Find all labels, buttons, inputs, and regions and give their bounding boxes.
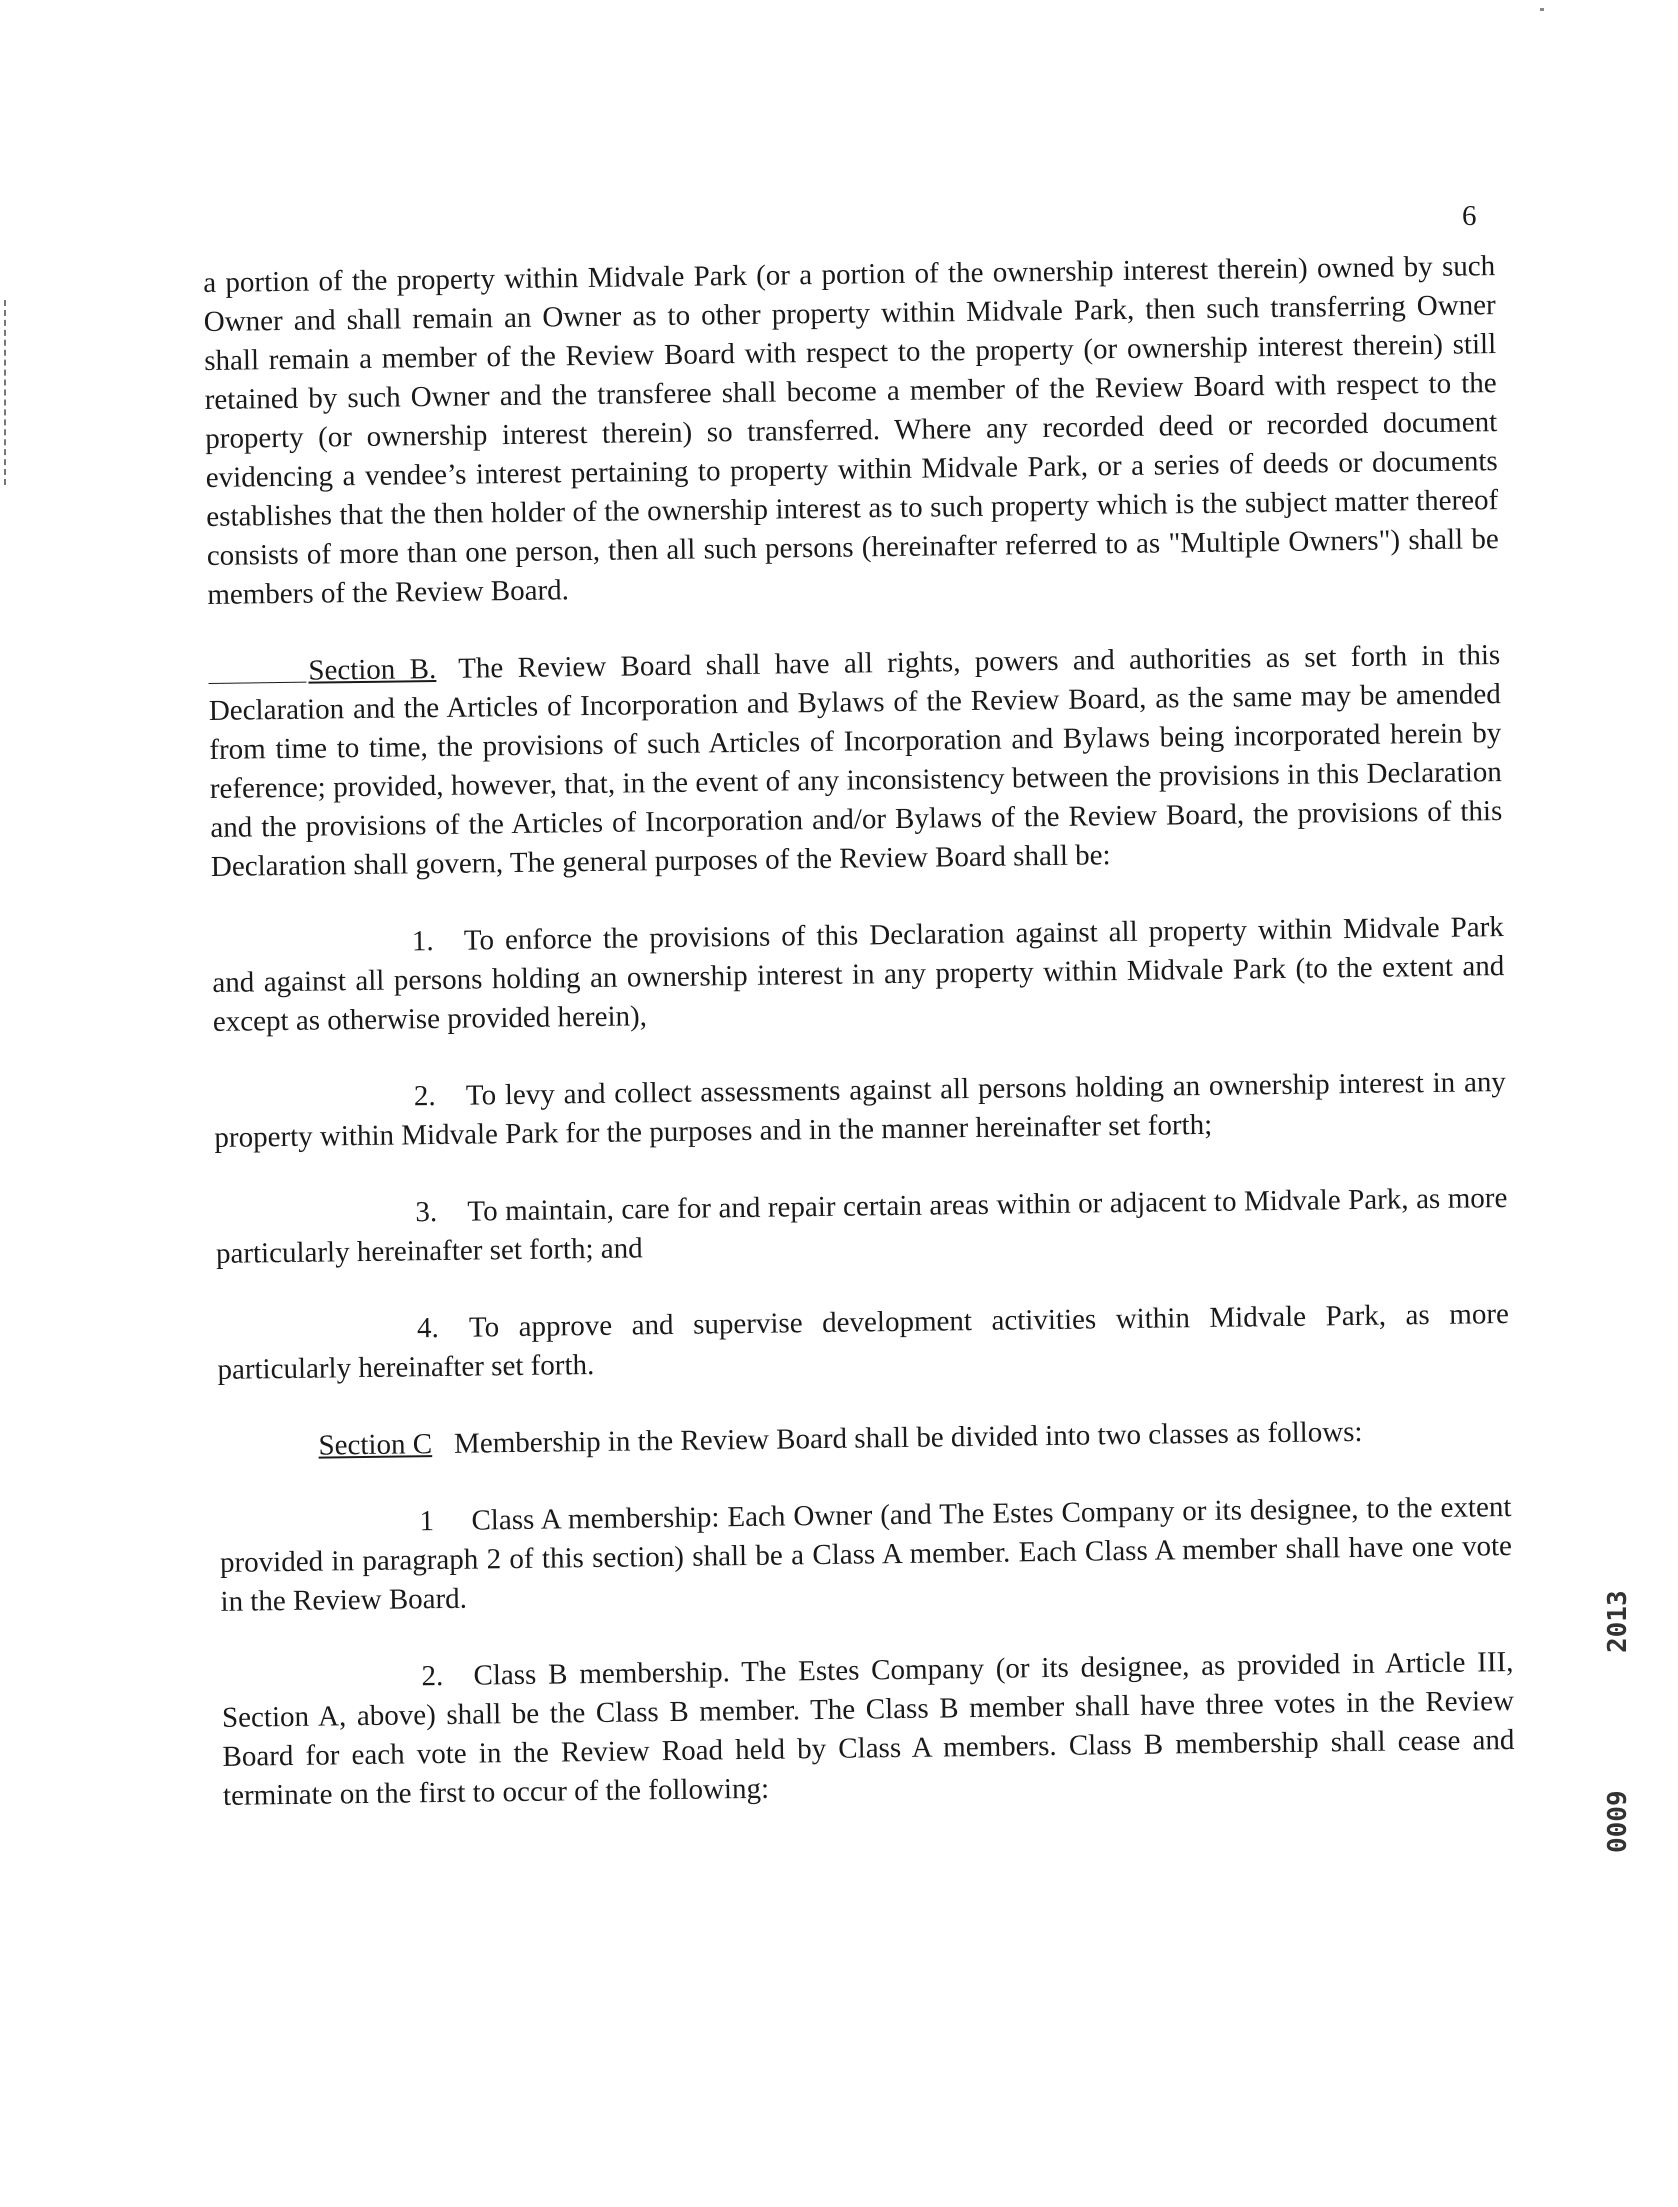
list-item-text: To levy and collect assessments against all persons holding an ownership interest in any property within Midvale Park for the purposes and in the manner hereinafter set forth; — [214, 1066, 1507, 1154]
paragraph-text: a portion of the property within Midvale Park (or a portion of the ownership interest therein) owned by such Owner and shall remain an Owner as to other property within Midvale Park, then such transferring Owner shall remain a member of the Review Board with respect to the property (or ownership interest therein) still retained by such Owner and the transferee shall become a member of the Review Board with respect to the property (or ownership interest therein) so transferred. Where any recorded deed or recorded document evidencing a vendee’s interest pertaining to property within Midvale Park, or a series of deeds or documents establishes that the then holder of the ownership interest as to such property which is the subject matter thereof consists of more than one person, then all such persons (hereinafter referred to as "Multiple Owners") shall be members of the Review Board. — [203, 250, 1499, 611]
list-item-number: 3. — [415, 1196, 438, 1229]
list-item-text: To maintain, care for and repair certain areas within or adjacent to Midvale Park, as more particularly hereinafter set forth; and — [215, 1182, 1508, 1270]
paragraph-continuation — [203, 247, 1499, 615]
paragraph-text: Membership in the Review Board shall be divided into two classes as follows: — [453, 1415, 1363, 1460]
list-item-text: To enforce the provisions of this Declaration against all property within Midvale Park and against all persons holding an ownership interest in any property within Midvale Park (to the extent and except as otherwise provided herein), — [212, 911, 1505, 1038]
list-item-text: Class B membership. The Estes Company (or its designee, as provided in Article III, Section A, above) shall be the Class B member. The Class B member shall have three votes in the Review Board for each vote in the Review Road held by Class A members. Class B membership shall cease and terminate on the first to occur of the following: — [221, 1645, 1515, 1812]
page-number: 6 — [1462, 200, 1477, 232]
list-item — [221, 1643, 1515, 1816]
scan-mark — [1540, 8, 1544, 11]
section-label: Section C — [318, 1428, 433, 1462]
paragraph-section-b — [208, 636, 1503, 887]
list-item-text: Class A membership: Each Owner (and The Estes Company or its designee, to the extent provided in paragraph 2 of this section) shall be a Class A member. Each Class A member shall have one vote in the Review Board. — [219, 1490, 1513, 1618]
list-item-number: 2. — [413, 1080, 436, 1113]
list-item — [214, 1063, 1507, 1158]
list-item-number: 1 — [419, 1505, 435, 1538]
stamp-number-top: 2013 — [1603, 1590, 1633, 1653]
list-item — [219, 1488, 1512, 1622]
section-label: Section B. — [308, 652, 437, 687]
list-item-number: 4. — [416, 1312, 439, 1345]
recording-stamp — [1600, 1590, 1636, 1970]
stamp-number-bottom: 0009 — [1603, 1790, 1633, 1853]
list-item-text: To approve and supervise development activities within Midvale Park, as more particularly hereinafter set forth. — [217, 1297, 1510, 1386]
paragraph-section-c — [218, 1411, 1510, 1467]
paragraph-text: The Review Board shall have all rights, powers and authorities as set forth in this Declaration and the Articles of Incorporation and Bylaws of the Review Board, as the same may be amended from time to time, the provisions of such Articles of Incorporation and Bylaws being incorporated herein by reference; provided, however, that, in the event of any inconsistency between the provisions in this Declaration and the provisions of the Articles of Incorporation and/or Bylaws of the Review Board, the provisions of this Declaration shall govern, The general purposes of the Review Board shall be: — [208, 639, 1503, 883]
section-underline-lead — [208, 656, 306, 684]
list-item-number: 1. — [411, 925, 434, 958]
margin-marks — [4, 300, 10, 485]
list-item — [215, 1179, 1508, 1274]
document-body — [203, 247, 1516, 1854]
list-item-number: 2. — [421, 1659, 444, 1693]
list-item — [212, 908, 1505, 1042]
list-item — [217, 1295, 1510, 1390]
